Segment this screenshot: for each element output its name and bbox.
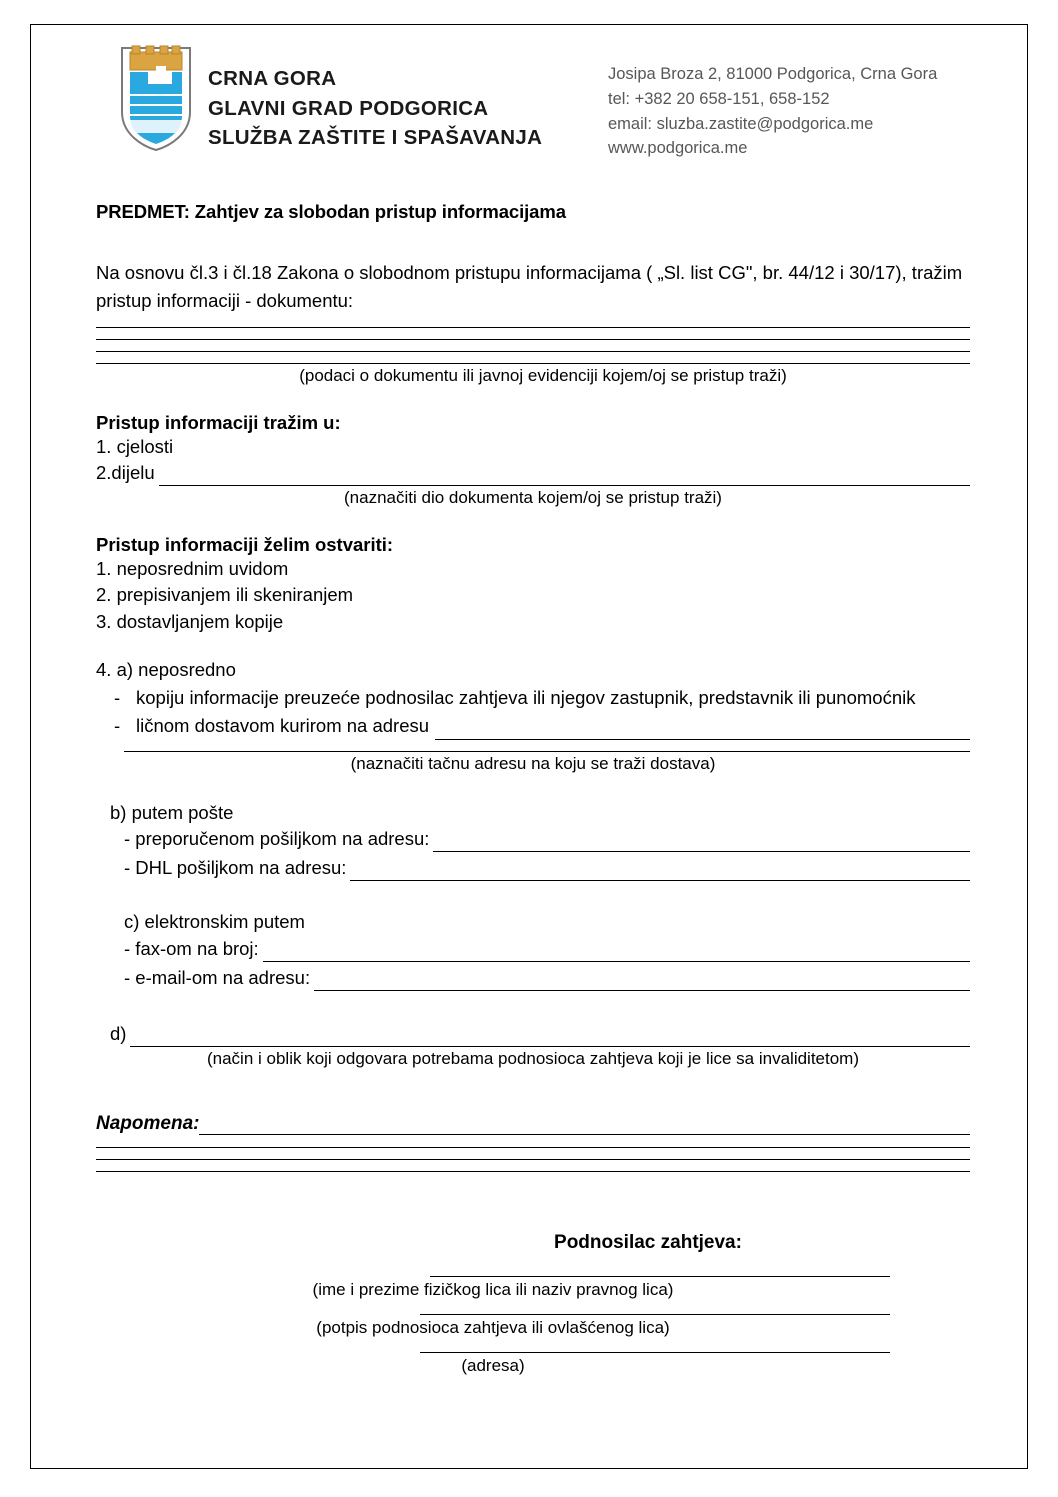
applicant-signature-input[interactable] bbox=[420, 1314, 890, 1315]
signature-title: Podnosilac zahtjeva: bbox=[554, 1232, 742, 1254]
signature-block bbox=[96, 1232, 970, 1376]
manner-4a-dash-1[interactable] bbox=[96, 685, 970, 711]
contact-address: Josipa Broza 2, 81000 Podgorica, Crna Gora bbox=[608, 65, 938, 83]
document-content bbox=[28, 24, 1030, 1376]
contact-phone: tel: +382 20 658-151, 658-152 bbox=[608, 89, 830, 108]
scope-option-partial-label: 2.dijelu bbox=[96, 461, 155, 483]
contact-email: email: sluzba.zastite@podgorica.me bbox=[608, 114, 874, 133]
caption-applicant-signature: (potpis podnosioca zahtjeva ili ovlašćenog lica) bbox=[316, 1318, 670, 1338]
option-c-email[interactable] bbox=[96, 965, 970, 991]
caption-accessibility: (način i oblik koji odgovara potrebama podnosioca zahtjeva koji je lice sa invaliditetom) bbox=[206, 1049, 860, 1069]
option-c-email-label: - e-mail-om na adresu: bbox=[124, 966, 311, 988]
manner-4a-dash-1-text: kopiju informacije preuzeće podnosilac zahtjeva ili njegov zastupnik, predstavnik ili punomoćnik bbox=[136, 687, 916, 709]
option-c-fax-label: - fax-om na broj: bbox=[124, 937, 259, 959]
option-d-other[interactable] bbox=[96, 1021, 970, 1047]
fax-number-input[interactable] bbox=[263, 946, 970, 962]
caption-applicant-name: (ime i prezime fizičkog lica ili naziv pravnog lica) bbox=[312, 1280, 674, 1300]
org-line-country: CRNA GORA bbox=[208, 67, 337, 90]
organization-names bbox=[208, 42, 608, 153]
write-line[interactable] bbox=[96, 339, 970, 340]
manner-option-2[interactable]: 2. prepisivanjem ili skeniranjem bbox=[96, 584, 354, 606]
option-d-input[interactable] bbox=[130, 1031, 970, 1047]
remark-row[interactable] bbox=[96, 1113, 970, 1135]
section-title-manner: Pristup informaciji želim ostvariti: bbox=[96, 534, 394, 556]
section-title-scope: Pristup informaciji tražim u: bbox=[96, 411, 341, 433]
dash-bullet-icon: - bbox=[114, 687, 121, 709]
remark-label: Napomena: bbox=[96, 1113, 200, 1135]
option-b-registered[interactable] bbox=[96, 826, 970, 852]
coat-of-arms-icon bbox=[118, 42, 194, 154]
remark-input[interactable] bbox=[199, 1119, 970, 1135]
option-b-registered-label: - preporučenom pošiljkom na adresu: bbox=[124, 827, 430, 849]
write-line[interactable] bbox=[96, 1159, 970, 1160]
write-line[interactable] bbox=[96, 327, 970, 328]
caption-scope: (naznačiti dio dokumenta kojem/oj se pristup traži) bbox=[344, 488, 722, 508]
option-c-electronic[interactable]: c) elektronskim putem bbox=[124, 911, 305, 933]
option-b-dhl[interactable] bbox=[96, 855, 970, 881]
contact-website: www.podgorica.me bbox=[608, 139, 748, 158]
applicant-name-input[interactable] bbox=[430, 1276, 890, 1277]
manner-4a-dash-2[interactable] bbox=[96, 713, 970, 739]
caption-applicant-address: (adresa) bbox=[461, 1356, 525, 1376]
option-c-fax[interactable] bbox=[96, 936, 970, 962]
dash-bullet-icon: - bbox=[114, 715, 121, 737]
write-line[interactable] bbox=[96, 1147, 970, 1148]
option-b-dhl-label: - DHL pošiljkom na adresu: bbox=[124, 857, 347, 879]
remark-extra-lines bbox=[96, 1147, 970, 1172]
manner-option-4a[interactable]: 4. a) neposredno bbox=[96, 658, 236, 680]
courier-address-input-line-2[interactable] bbox=[124, 751, 970, 752]
document-header bbox=[96, 42, 970, 161]
scope-option-full[interactable]: 1. cjelosti bbox=[96, 435, 174, 457]
option-b-post[interactable]: b) putem pošte bbox=[110, 801, 234, 823]
caption-address: (naznačiti tačnu adresu na koju se traži dostava) bbox=[350, 753, 716, 773]
email-address-input[interactable] bbox=[314, 975, 970, 991]
write-line[interactable] bbox=[96, 351, 970, 352]
registered-address-input[interactable] bbox=[433, 836, 970, 852]
manner-option-3[interactable]: 3. dostavljanjem kopije bbox=[96, 610, 284, 632]
manner-4a-dash-2-label: ličnom dostavom kurirom na adresu bbox=[136, 715, 430, 737]
option-d-label: d) bbox=[110, 1023, 127, 1045]
document-description-lines bbox=[96, 327, 970, 364]
scope-option-partial[interactable] bbox=[96, 460, 970, 486]
org-line-city: GLAVNI GRAD PODGORICA bbox=[208, 96, 489, 120]
manner-option-1[interactable]: 1. neposrednim uvidom bbox=[96, 558, 289, 580]
document-subject: PREDMET: Zahtjev za slobodan pristup informacijama bbox=[96, 201, 566, 222]
dhl-address-input[interactable] bbox=[350, 865, 970, 881]
contact-info bbox=[608, 42, 970, 161]
courier-address-input[interactable] bbox=[435, 724, 970, 740]
scope-partial-input[interactable] bbox=[159, 470, 970, 486]
write-line[interactable] bbox=[96, 363, 970, 364]
legal-basis-paragraph: Na osnovu čl.3 i čl.18 Zakona o slobodnom pristupu informacijama ( „Sl. list CG", br. 44/12 i 30/17), tražim pristup informaciji - dokumentu: bbox=[96, 262, 963, 311]
write-line[interactable] bbox=[96, 1171, 970, 1172]
courier-address-second-line-wrap bbox=[96, 751, 970, 752]
caption-document: (podaci o dokumentu ili javnoj evidenciji kojem/oj se pristup traži) bbox=[299, 365, 787, 385]
applicant-address-input[interactable] bbox=[420, 1352, 890, 1353]
org-line-department: SLUŽBA ZAŠTITE I SPAŠAVANJA bbox=[208, 126, 543, 150]
